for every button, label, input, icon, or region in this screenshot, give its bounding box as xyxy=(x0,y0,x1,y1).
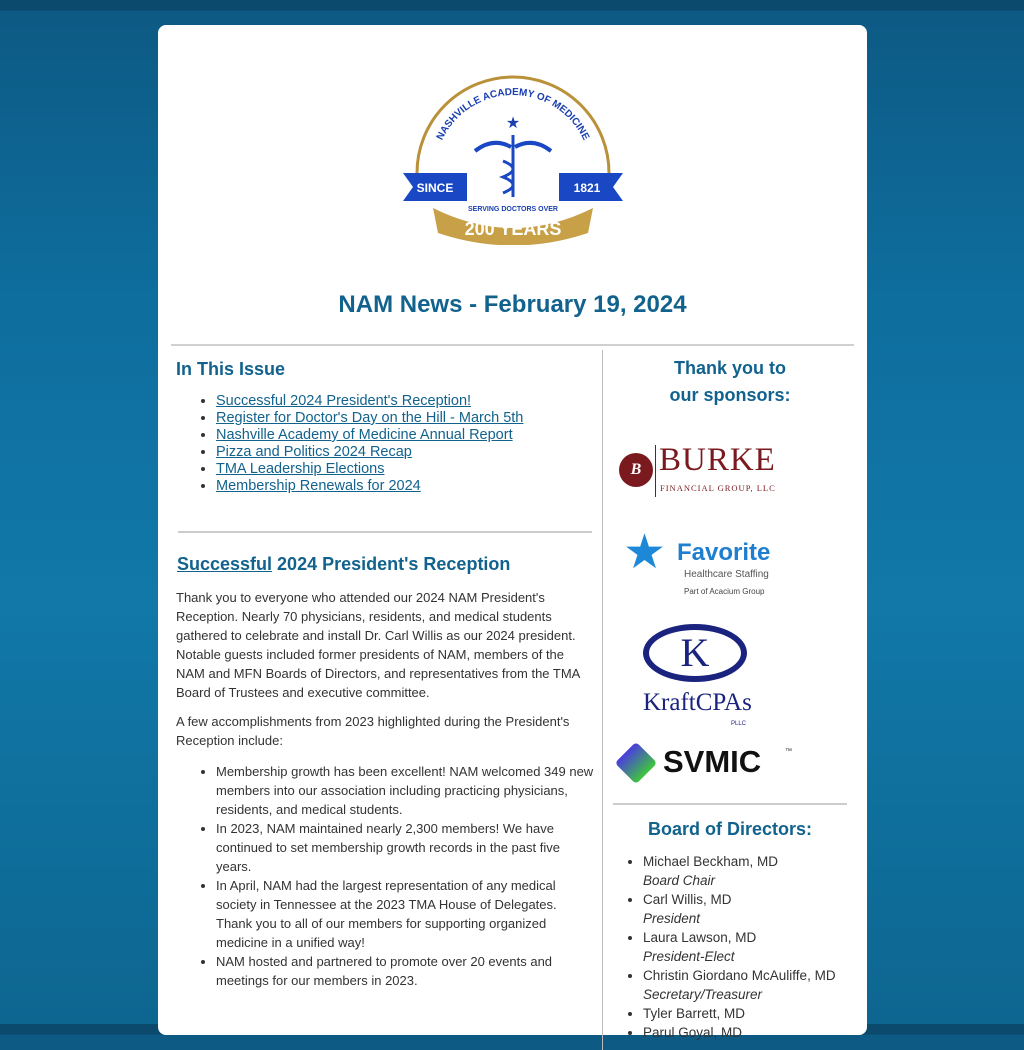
nam-logo xyxy=(403,73,623,245)
accomplishments-list xyxy=(176,762,596,990)
text: FINANCIAL GROUP, LLC xyxy=(660,483,776,493)
text: SVMIC xyxy=(663,744,762,779)
newsletter-card xyxy=(158,25,867,1040)
article-paragraph: Thank you to everyone who attended our 2024 NAM President's Reception. Nearly 70 physicians, residents, and medical students gathered to celebrate and install Dr. Carl Willis as our 2024 president. Notable guests included former presidents of NAM, members of the NAM and MFN Boards of Directors, and representatives from the TMA Board of Trustees and executive committee. xyxy=(176,590,580,700)
toc-link[interactable]: Pizza and Politics 2024 Recap xyxy=(216,444,412,460)
board-list xyxy=(613,852,847,1042)
sidebar xyxy=(613,355,847,1042)
toc-link[interactable]: Successful 2024 President's Reception! xyxy=(216,393,472,409)
text: 1821 xyxy=(573,181,601,195)
sponsor-burke-logo[interactable] xyxy=(613,439,847,539)
board-member xyxy=(643,928,847,966)
sponsor-favorite-logo[interactable] xyxy=(613,526,847,624)
text: President-Elect xyxy=(643,949,735,964)
text: Laura Lawson, MD xyxy=(643,930,757,945)
toc-link[interactable]: Nashville Academy of Medicine Annual Report xyxy=(216,427,513,443)
sponsor-svmic-logo[interactable] xyxy=(613,744,847,799)
list-item: • Membership growth has been excellent! NAM welcomed 349 new members into our association including practicing physicians, residents, and medical students. xyxy=(216,762,596,819)
article-heading xyxy=(177,555,596,574)
list-item: • NAM hosted and partnered to promote over 20 events and meetings for our members in 2023. xyxy=(216,952,596,990)
board-heading: Board of Directors: xyxy=(647,819,813,839)
main-column xyxy=(176,360,596,990)
text: BURKE xyxy=(659,442,776,478)
list-item: • In 2023, NAM maintained nearly 2,300 members! We have continued to set membership growth records in the past five years. xyxy=(216,819,596,876)
text: Christin Giordano McAuliffe, MD xyxy=(643,968,836,983)
board-member xyxy=(643,966,847,1004)
toc-link[interactable]: Register for Doctor's Day on the Hill - March 5th xyxy=(216,410,524,426)
divider xyxy=(613,803,847,805)
text: Favorite xyxy=(677,539,771,566)
newsletter-title: NAM News - February 19, 2024 xyxy=(338,291,687,318)
text: PLLC xyxy=(731,721,747,727)
toc-link[interactable]: Membership Renewals for 2024 xyxy=(216,478,421,494)
column-divider xyxy=(602,350,603,1050)
toc-link[interactable]: TMA Leadership Elections xyxy=(216,461,385,477)
divider xyxy=(178,531,592,533)
svg-text:★: ★ xyxy=(505,115,521,132)
text: Carl Willis, MD xyxy=(643,892,732,907)
text: Secretary/Treasurer xyxy=(643,987,763,1002)
text: B xyxy=(619,453,653,487)
text: our sponsors: xyxy=(669,385,791,405)
article-heading-text: 2024 President's Reception xyxy=(272,554,511,574)
text: Michael Beckham, MD xyxy=(643,854,779,869)
board-member xyxy=(643,890,847,928)
divider xyxy=(171,344,854,346)
star-icon: ★ xyxy=(623,526,667,579)
board-member xyxy=(643,852,847,890)
text: ™ xyxy=(785,748,792,755)
toc-heading: In This Issue xyxy=(176,359,286,379)
board-member xyxy=(643,1004,847,1023)
sponsor-kraft-logo[interactable]: K KraftCPAs PLLC xyxy=(613,624,847,744)
text: Board Chair xyxy=(643,873,716,888)
text: NASHVILLE ACADEMY OF MEDICINE xyxy=(434,86,592,143)
text: President xyxy=(643,911,701,926)
text: Part of Acacium Group xyxy=(684,587,765,596)
article-paragraph: A few accomplishments from 2023 highlighted during the President's Reception include: xyxy=(176,714,570,748)
board-member xyxy=(643,1023,847,1042)
article-heading-link[interactable]: Successful xyxy=(177,554,273,574)
text: Parul Goyal, MD xyxy=(643,1025,743,1040)
text: KraftCPAs xyxy=(643,689,752,716)
text: Thank you to xyxy=(674,358,786,378)
list-item: • In April, NAM had the largest representation of any medical society in Tennessee at the 2023 TMA House of Delegates. Thank you to all of our members for supporting organized medicine in a unified way! xyxy=(216,876,596,952)
text: 200 YEARS xyxy=(464,219,562,239)
text: Healthcare Staffing xyxy=(684,569,769,580)
text: SERVING DOCTORS OVER xyxy=(468,206,558,213)
text: Tyler Barrett, MD xyxy=(643,1006,746,1021)
sponsors-heading xyxy=(613,355,847,409)
text: SINCE xyxy=(416,181,454,195)
toc-list xyxy=(176,393,596,495)
